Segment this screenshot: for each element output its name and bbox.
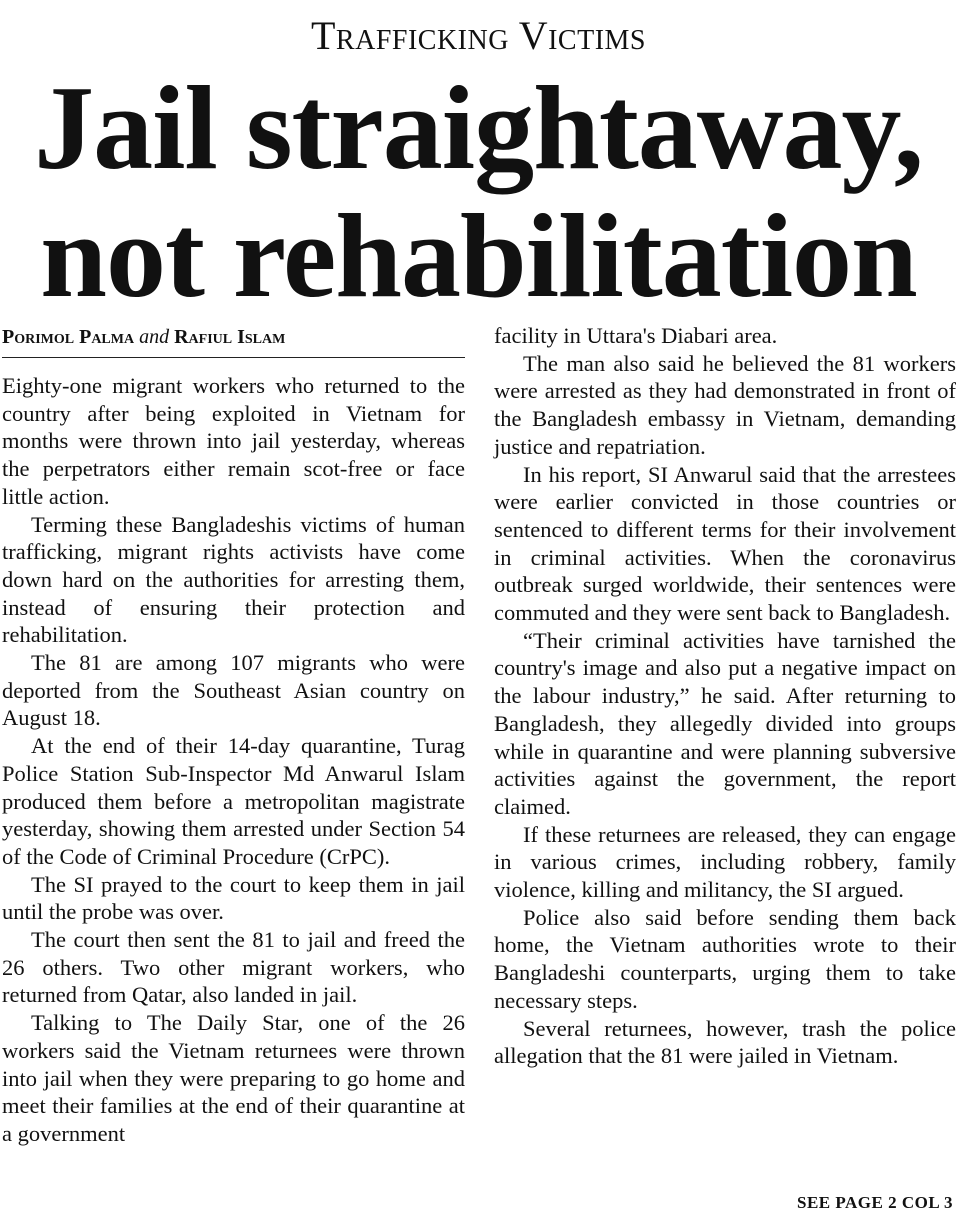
paragraph: Terming these Bangladeshis victims of human trafficking, migrant rights activists have come down hard on the authorities for arresting them, instead of ensuring their protection and rehabilitation.	[2, 511, 465, 648]
byline-author-1: Porimol Palma	[2, 326, 135, 348]
paragraph: The court then sent the 81 to jail and freed the 26 others. Two other migrant workers, who returned from Qatar, also landed in jail.	[2, 927, 465, 1008]
article-column-2	[494, 322, 956, 1070]
paragraph: Talking to The Daily Star, one of the 26 workers said the Vietnam returnees were thrown into jail when they were preparing to go home and meet their families at the end of their quarantine at a government	[2, 1010, 465, 1146]
byline-conjunction: and	[139, 326, 170, 348]
headline-line-1: Jail straightaway,	[34, 61, 923, 194]
paragraph: Eighty-one migrant workers who returned to the country after being exploited in Vietnam for months were thrown into jail yesterday, whereas the perpetrators either remain scot-free or face little action.	[2, 373, 465, 509]
byline	[2, 324, 465, 350]
paragraph: If these returnees are released, they can engage in various crimes, including robbery, family violence, killing and militancy, the SI argued.	[494, 821, 956, 903]
headline-line-2: not rehabilitation	[40, 189, 917, 322]
article-column-1	[2, 372, 465, 1148]
paragraph: In his report, SI Anwarul said that the arrestees were earlier convicted in those countries or sentenced to different terms for their involvement in criminal activities. When the coronavirus outbreak surged worldwide, their sentences were commuted and they were sent back to Bangladesh.	[494, 461, 956, 626]
byline-rule	[2, 357, 465, 358]
paragraph: The man also said he believed the 81 workers were arrested as they had demonstrated in front of the Bangladesh embassy in Vietnam, demanding justice and repatriation.	[494, 350, 956, 459]
paragraph: At the end of their 14-day quarantine, Turag Police Station Sub-Inspector Md Anwarul Islam produced them before a metropolitan magistrate yesterday, showing them arrested under Section 54 of the Code of Criminal Procedure (CrPC).	[2, 733, 465, 869]
section-kicker: Trafficking Victims	[310, 13, 647, 58]
paragraph-continuation: facility in Uttara's Diabari area.	[494, 323, 778, 348]
paragraph: Several returnees, however, trash the police allegation that the 81 were jailed in Vietnam.	[494, 1015, 956, 1069]
paragraph: “Their criminal activities have tarnished the country's image and also put a negative impact on the labour industry,” he said. After returning to Bangladesh, they allegedly divided into groups while in quarantine and were planning subversive activities against the government, the report claimed.	[494, 627, 956, 819]
paragraph: The SI prayed to the court to keep them in jail until the probe was over.	[2, 871, 465, 925]
byline-author-2: Rafiul Islam	[174, 326, 286, 348]
continuation-jump-line: SEE PAGE 2 COL 3	[797, 1193, 953, 1212]
paragraph: Police also said before sending them back home, the Vietnam authorities wrote to their Bangladeshi counterparts, urging them to take necessary steps.	[494, 904, 956, 1013]
paragraph: The 81 are among 107 migrants who were deported from the Southeast Asian country on August 18.	[2, 650, 465, 731]
